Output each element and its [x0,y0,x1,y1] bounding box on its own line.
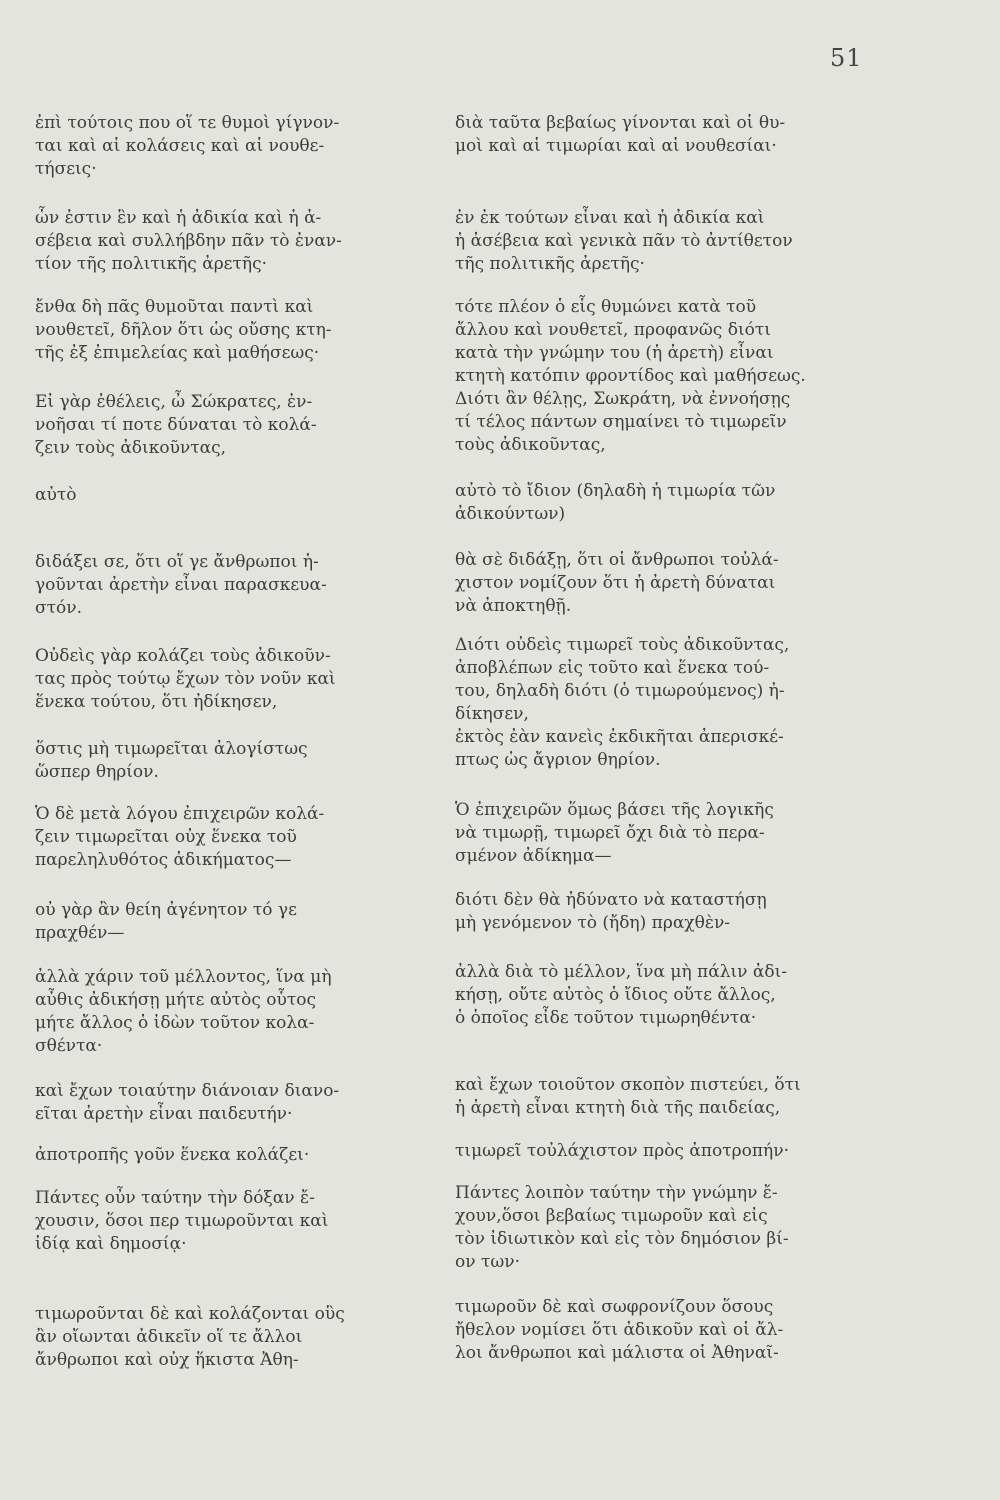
left-paragraph: τιμωροῦνται δὲ καὶ κολάζονται οὓς ἂν οἴωνται ἀδικεῖν οἵ τε ἄλλοι ἄνθρωποι καὶ οὐχ ἥκιστα Ἀθη- [35,1304,345,1370]
left-paragraph: ἀλλὰ χάριν τοῦ μέλλοντος, ἵνα μὴ αὖθις ἀδικήσῃ μήτε αὐτὸς οὗτος μήτε ἄλλος ὁ ἰδὼν τοῦτον κολα- σθέντα· [35,967,332,1056]
left-paragraph: Εἰ γὰρ ἐθέλεις, ὦ Σώκρατες, ἐν- νοῆσαι τί ποτε δύναται τὸ κολά- ζειν τοὺς ἀδικοῦντας, [35,392,317,458]
right-paragraph: τιμωρεῖ τοὐλάχιστον πρὸς ἀποτροπήν· [455,1141,789,1161]
left-paragraph: ὧν ἐστιν ἓν καὶ ἡ ἀδικία καὶ ἡ ἀ- σέβεια καὶ συλλήβδην πᾶν τὸ ἐναν- τίον τῆς πολιτικῆς ἀρετῆς· [35,208,342,274]
right-paragraph: Ὁ ἐπιχειρῶν ὅμως βάσει τῆς λογικῆς νὰ τιμωρῇ, τιμωρεῖ ὄχι διὰ τὸ περα- σμένον ἀδίκημα— [455,800,774,866]
left-paragraph: Ὁ δὲ μετὰ λόγου ἐπιχειρῶν κολά- ζειν τιμωρεῖται οὐχ ἕνεκα τοῦ παρεληλυθότος ἀδικήματος— [35,804,325,870]
right-paragraph: καὶ ἔχων τοιοῦτον σκοπὸν πιστεύει, ὅτι ἡ ἀρετὴ εἶναι κτητὴ διὰ τῆς παιδείας, [455,1075,801,1118]
right-paragraph: Πάντες λοιπὸν ταύτην τὴν γνώμην ἔ- χουν,ὅσοι βεβαίως τιμωροῦν καὶ εἰς τὸν ἰδιωτικὸν καὶ εἰς τὸν δημόσιον βί- ον των· [455,1183,789,1272]
right-paragraph: Διότι οὐδεὶς τιμωρεῖ τοὺς ἀδικοῦντας, ἀποβλέπων εἰς τοῦτο καὶ ἕνεκα τού- του, δηλαδὴ διότι (ὁ τιμωρούμενος) ἠ- δίκησεν, ἐκτὸς ἐὰν κανεὶς ἐκδικῆται ἀπερισκέ- πτως ὡς ἄγριον θηρίον. [455,635,790,770]
left-paragraph: Πάντες οὖν ταύτην τὴν δόξαν ἔ- χουσιν, ὅσοι περ τιμωροῦνται καὶ ἰδίᾳ καὶ δημοσίᾳ· [35,1188,329,1254]
right-paragraph: ἐν ἐκ τούτων εἶναι καὶ ἡ ἀδικία καὶ ἡ ἀσέβεια καὶ γενικὰ πᾶν τὸ ἀντίθετον τῆς πολιτικῆς ἀρετῆς· [455,208,793,274]
left-paragraph: αὐτὸ [35,485,77,505]
left-paragraph: διδάξει σε, ὅτι οἵ γε ἄνθρωποι ἡ- γοῦνται ἀρετὴν εἶναι παρασκευα- στόν. [35,552,327,618]
left-paragraph: ἀποτροπῆς γοῦν ἕνεκα κολάζει· [35,1145,310,1165]
right-paragraph: αὐτὸ τὸ ἴδιον (δηλαδὴ ἡ τιμωρία τῶν ἀδικούντων) [455,481,776,524]
left-paragraph: οὐ γὰρ ἂν θείη ἀγένητον τό γε πραχθέν— [35,900,297,943]
left-paragraph: καὶ ἔχων τοιαύτην διάνοιαν διανο- εῖται ἀρετὴν εἶναι παιδευτήν· [35,1081,340,1124]
right-paragraph: τότε πλέον ὁ εἷς θυμώνει κατὰ τοῦ ἄλλου καὶ νουθετεῖ, προφανῶς διότι κατὰ τὴν γνώμην του (ἡ ἀρετὴ) εἶναι κτητὴ κατόπιν φροντίδος καὶ μαθήσεως. Διότι ἂν θέλῃς, Σωκράτη, νὰ ἐννοήσῃς τί τέλος πάντων σημαίνει τὸ τιμωρεῖν τοὺς ἀδικοῦντας, [455,297,806,455]
right-paragraph: τιμωροῦν δὲ καὶ σωφρονίζουν ὅσους ἤθελον νομίσει ὅτι ἀδικοῦν καὶ οἱ ἄλ- λοι ἄνθρωποι καὶ μάλιστα οἱ Ἀθηναῖ- [455,1297,784,1363]
right-paragraph: ἀλλὰ διὰ τὸ μέλλον, ἵνα μὴ πάλιν ἀδι- κήσῃ, οὔτε αὐτὸς ὁ ἴδιος οὔτε ἄλλος, ὁ ὁποῖος εἶδε τοῦτον τιμωρηθέντα· [455,962,787,1028]
right-paragraph: διὰ ταῦτα βεβαίως γίνονται καὶ οἱ θυ- μοὶ καὶ αἱ τιμωρίαι καὶ αἱ νουθεσίαι· [455,113,786,156]
right-paragraph: θὰ σὲ διδάξῃ, ὅτι οἱ ἄνθρωποι τοὐλά- χιστον νομίζουν ὅτι ἡ ἀρετὴ δύναται νὰ ἀποκτηθῇ. [455,550,779,616]
right-paragraph: διότι δὲν θὰ ἠδύνατο νὰ καταστήσῃ μὴ γενόμενον τὸ (ἤδη) πραχθὲν- [455,890,767,933]
left-paragraph: ὅστις μὴ τιμωρεῖται ἀλογίστως ὥσπερ θηρίον. [35,739,308,782]
left-paragraph: ἔνθα δὴ πᾶς θυμοῦται παντὶ καὶ νουθετεῖ, δῆλον ὅτι ὡς οὔσης κτη- τῆς ἐξ ἐπιμελείας καὶ μαθήσεως· [35,297,332,363]
page-number: 51 [830,44,863,72]
left-paragraph: Οὐδεὶς γὰρ κολάζει τοὺς ἀδικοῦν- τας πρὸς τούτῳ ἔχων τὸν νοῦν καὶ ἕνεκα τούτου, ὅτι ἠδίκησεν, [35,646,336,712]
left-paragraph: ἐπὶ τούτοις που οἵ τε θυμοὶ γίγνον- ται καὶ αἱ κολάσεις καὶ αἱ νουθε- τήσεις· [35,113,340,179]
